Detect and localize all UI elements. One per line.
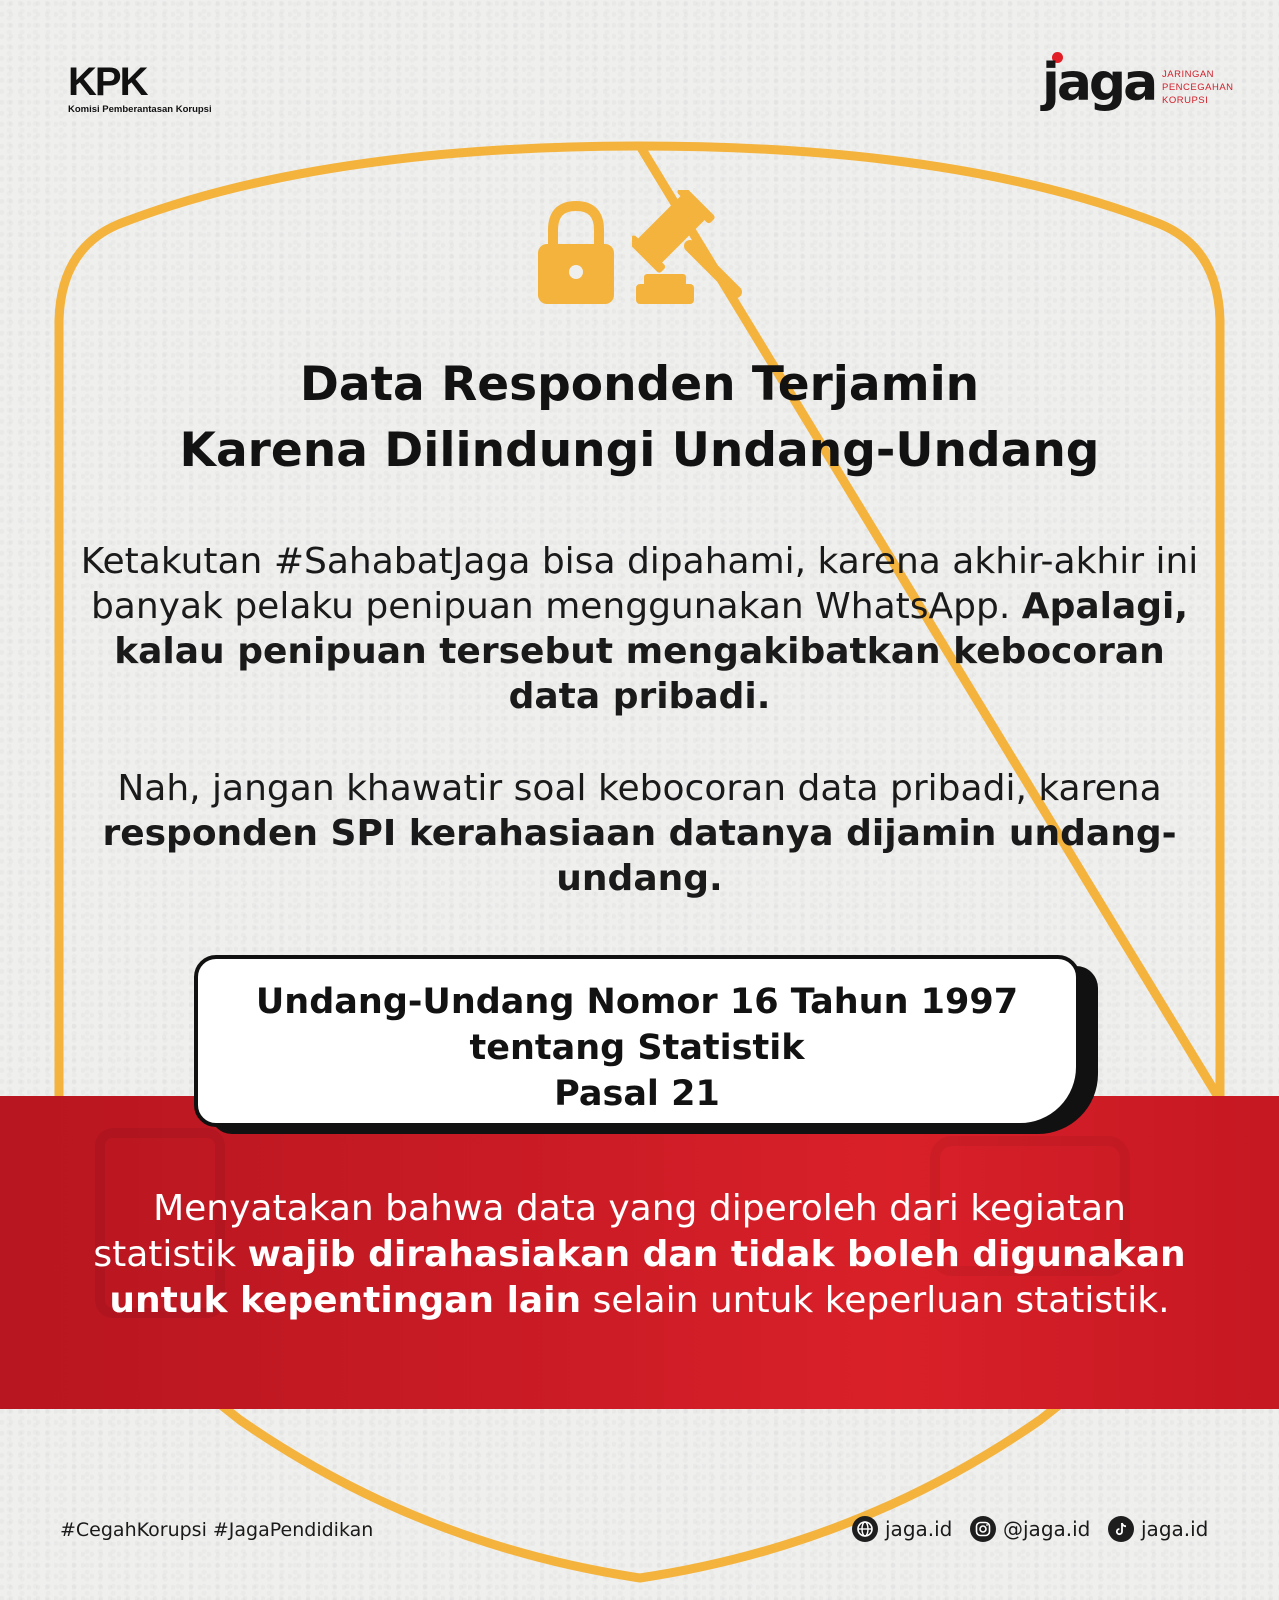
lock-icon (536, 200, 616, 306)
footer-hashtags: #CegahKorupsi #JagaPendidikan (60, 1519, 374, 1541)
law-article: Pasal 21 (554, 1074, 720, 1114)
intro-paragraph (70, 539, 1209, 719)
instagram-label: @jaga.id (1003, 1517, 1091, 1541)
page-title (60, 352, 1219, 484)
assurance-paragraph-bold: responden SPI kerahasiaan datanya dijamin undang-undang. (102, 813, 1177, 899)
intro-paragraph-bold: Apalagi, kalau penipuan tersebut mengakibatkan kebocoran data pribadi. (114, 586, 1189, 717)
instagram-link[interactable] (970, 1514, 1090, 1544)
jaga-tagline-line: PENCEGAHAN (1162, 82, 1234, 93)
title-line-1: Data Responden Terjamin (299, 357, 980, 412)
law-statement-bold: wajib dirahasiakan dan tidak boleh digunakan untuk kepentingan lain (109, 1234, 1186, 1321)
law-statement (80, 1186, 1199, 1324)
jaga-logo (1042, 52, 1242, 124)
tiktok-link[interactable] (1108, 1514, 1208, 1544)
jaga-logo-word: jaga (1042, 53, 1156, 113)
website-link[interactable] (852, 1514, 952, 1544)
assurance-paragraph (70, 766, 1209, 901)
law-statement-text: Menyatakan bahwa data yang diperoleh dari kegiatan statistik (93, 1188, 1126, 1275)
jaga-tagline-line: JARINGAN (1162, 69, 1215, 80)
globe-icon (852, 1516, 878, 1542)
tiktok-label: jaga.id (1141, 1517, 1209, 1541)
tiktok-icon (1108, 1516, 1134, 1542)
law-statement-text-end: selain untuk keperluan statistik. (581, 1280, 1170, 1321)
title-line-2: Karena Dilindungi Undang-Undang (179, 423, 1100, 478)
law-subject: tentang Statistik (469, 1028, 805, 1068)
kpk-logo (68, 62, 238, 118)
jaga-tagline (1162, 68, 1234, 107)
intro-paragraph-text: Ketakutan #SahabatJaga bisa dipahami, karena akhir-akhir ini banyak pelaku penipuan menggunakan WhatsApp. (80, 541, 1199, 627)
gavel-icon (632, 190, 744, 306)
kpk-logo-subtitle: Komisi Pemberantasan Korupsi (68, 104, 212, 115)
jaga-tagline-line: KORUPSI (1162, 95, 1209, 106)
assurance-paragraph-text: Nah, jangan khawatir soal kebocoran data pribadi, karena (117, 768, 1162, 809)
website-label: jaga.id (885, 1517, 953, 1541)
kpk-logo-mark: KPK (68, 60, 147, 104)
instagram-icon (970, 1516, 996, 1542)
law-reference-box (194, 955, 1080, 1127)
law-title: Undang-Undang Nomor 16 Tahun 1997 (255, 982, 1019, 1022)
